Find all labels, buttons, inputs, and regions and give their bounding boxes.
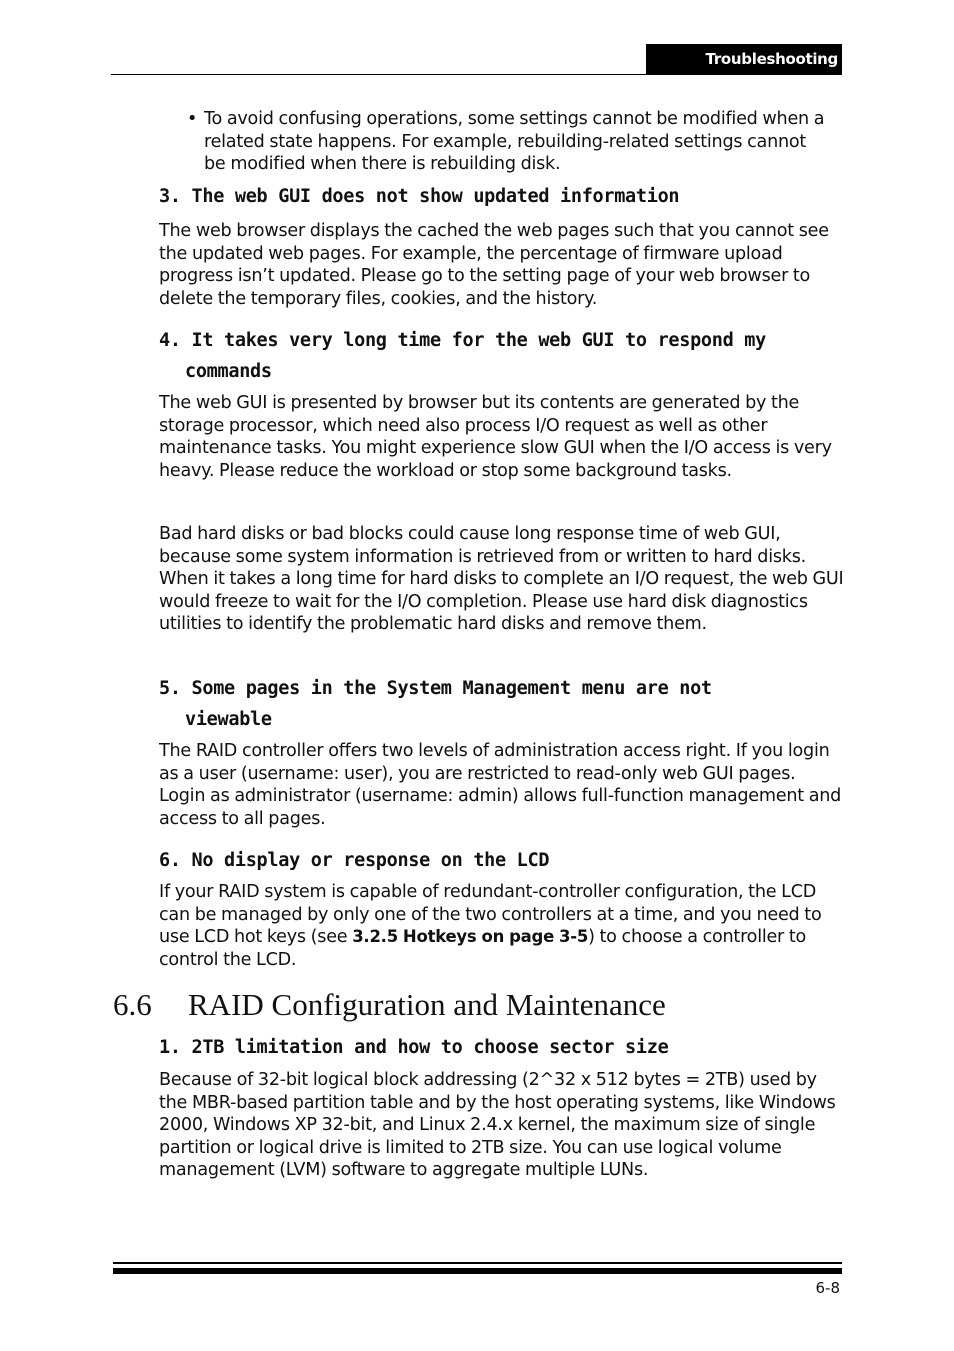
- cross-reference: 3.2.5 Hotkeys on page 3-5: [352, 927, 589, 946]
- item-4-paragraph-2: Bad hard disks or bad blocks could cause long response time of web GUI, because some system information is retrieved from or written to hard disks. When it takes a long time for hard disks to complete an I/O request, the web GUI would freeze to wait for the I/O completion. Please use hard disk diagnostics utilities to identify the problematic hard disks and remove them.: [159, 524, 844, 634]
- footer-rule-thick: [113, 1268, 842, 1274]
- header-rule: [111, 74, 648, 75]
- item-title: It takes very long time for the web GUI to respond my: [191, 330, 766, 351]
- item-number: 1.: [159, 1037, 181, 1058]
- section-name: RAID Configuration and Maintenance: [188, 987, 666, 1022]
- item-6-paragraph: [159, 881, 844, 971]
- item-6-heading: [159, 845, 844, 876]
- subitem-1-heading: [159, 1032, 844, 1063]
- item-3-paragraph: The web browser displays the cached the web pages such that you cannot see the updated web pages. For example, the percentage of firmware upload progress isn’t updated. Please go to the setting page of your web browser to delete the temporary files, cookies, and the history.: [159, 221, 829, 309]
- item-number: 4.: [159, 330, 181, 351]
- bullet-dot-icon: •: [187, 109, 198, 129]
- item-title: The web GUI does not show updated information: [191, 186, 680, 207]
- item-4-heading: [159, 325, 844, 387]
- item-title: Some pages in the System Management menu are not: [191, 678, 712, 699]
- item-title: No display or response on the LCD: [191, 850, 550, 871]
- section-number: 6.6: [113, 987, 152, 1022]
- paragraph-text: ) to choose a controller to control the LCD.: [159, 927, 807, 970]
- section-title: [113, 985, 833, 1025]
- bullet-text: To avoid confusing operations, some settings cannot be modified when a related state happens. For example, rebuilding-related settings cannot be modified when there is rebuilding disk.: [204, 109, 825, 174]
- bullet-item: [187, 108, 827, 176]
- item-title-continued: viewable: [185, 709, 272, 730]
- subitem-1-paragraph: Because of 32-bit logical block addressing (2^32 x 512 bytes = 2TB) used by the MBR-based partition table and by the host operating systems, like Windows 2000, Windows XP 32-bit, and Linux 2.4.x kernel, the maximum size of single partition or logical drive is limited to 2TB size. You can use logical volume management (LVM) software to aggregate multiple LUNs.: [159, 1070, 836, 1180]
- item-title-continued: commands: [185, 361, 272, 382]
- footer-rule-thin: [113, 1262, 842, 1264]
- item-3-heading: [159, 181, 844, 212]
- item-4-paragraph-1: The web GUI is presented by browser but its contents are generated by the storage processor, which need also process I/O request as well as other maintenance tasks. You might experience slow GUI when the I/O access is very heavy. Please reduce the workload or stop some background tasks.: [159, 393, 832, 481]
- page-number: 6-8: [815, 1279, 840, 1297]
- chapter-tab: Troubleshooting: [646, 44, 842, 75]
- item-5-paragraph: The RAID controller offers two levels of administration access right. If you login as a user (username: user), you are restricted to read-only web GUI pages. Login as administrator (username: admin) allows full-function management and access to all pages.: [159, 741, 842, 829]
- item-number: 3.: [159, 186, 181, 207]
- item-5-heading: [159, 673, 844, 735]
- item-title: 2TB limitation and how to choose sector size: [191, 1037, 669, 1058]
- item-number: 6.: [159, 850, 181, 871]
- item-number: 5.: [159, 678, 181, 699]
- paragraph-text: If your RAID system is capable of redundant-controller configuration, the LCD can be managed by only one of the two controllers at a time, and you need to use LCD hot keys (see: [159, 882, 822, 947]
